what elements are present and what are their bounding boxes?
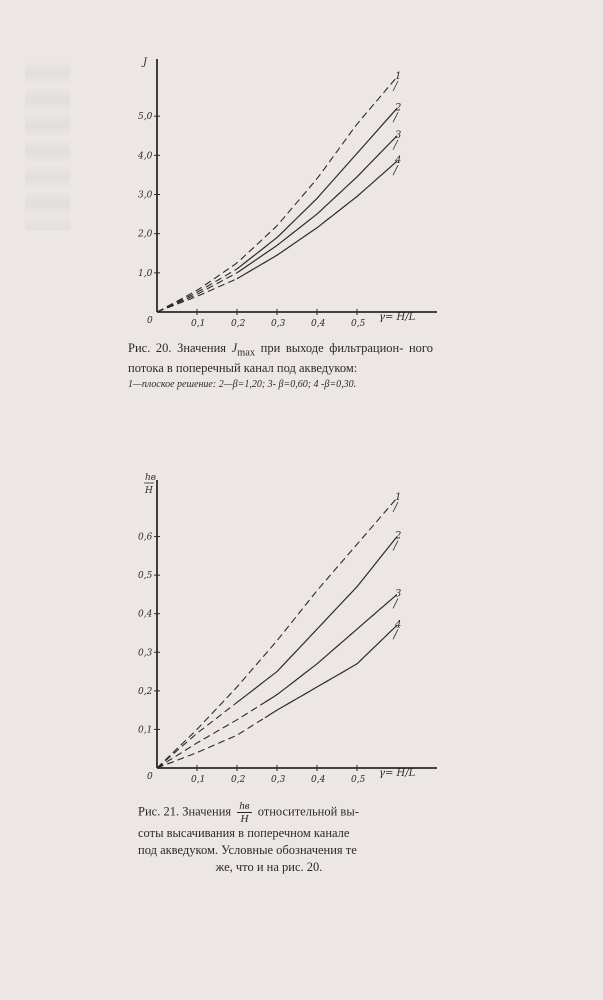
- series-2-leader: [393, 541, 398, 551]
- origin-label: 0: [147, 772, 153, 782]
- y-tick-label-2: 0,2: [138, 686, 153, 697]
- caption-20-prefix: Рис. 20. Значения: [128, 341, 232, 355]
- caption-20-line2: ного потока в поперечный канал под акведуком:: [128, 341, 433, 375]
- caption-21-line3: под акведуком. Условные обозначения те: [138, 843, 357, 857]
- caption-20-symbol-sub: max: [237, 347, 256, 359]
- caption-21-line4: же, что и на рис. 20.: [215, 860, 323, 874]
- x-tick-label-4: 0,4: [311, 319, 326, 329]
- caption-21-prefix: Рис. 21. Значения: [138, 804, 232, 819]
- series-3-leader: [393, 140, 398, 150]
- caption-20-legend: 1—плоское решение: 2—β=1,20; 3- β=0,60; 4 -β=0,30.: [128, 378, 357, 390]
- y-tick-label-6: 0,6: [138, 532, 153, 543]
- figure-20-caption: [128, 341, 433, 392]
- series-4-label: 4: [395, 619, 402, 631]
- x-tick-label-3: 0,3: [271, 775, 286, 785]
- series-1-leader: [393, 81, 398, 91]
- series-3-solid-line: [265, 594, 397, 702]
- caption-20-symbol: J: [231, 341, 238, 355]
- series-2-solid-line: [237, 108, 397, 269]
- series-4-label: 4: [395, 155, 402, 167]
- y-axis-label: J: [143, 57, 148, 68]
- series-3-leader: [393, 598, 398, 608]
- series-2-dashed-segment: [157, 702, 237, 768]
- y-tick-label-2: 2,0: [138, 229, 153, 240]
- x-tick-label-1: 0,1: [191, 319, 206, 329]
- caption-21-frac-den: H: [240, 813, 249, 825]
- series-3-label: 3: [395, 129, 402, 141]
- series-4-leader: [393, 629, 398, 639]
- series-1-label: 1: [395, 492, 402, 503]
- series-4-dashed-segment: [157, 279, 237, 312]
- series-4-solid-line: [265, 625, 397, 717]
- y-tick-label-5: 5,0: [138, 112, 153, 123]
- origin-label: 0: [147, 316, 153, 326]
- y-tick-label-1: 0,1: [138, 725, 153, 736]
- x-tick-label-1: 0,1: [191, 775, 206, 785]
- series-3-label: 3: [395, 588, 402, 600]
- caption-20-line1: при выходе фильтрацион-: [255, 341, 404, 355]
- figure-21-caption: [138, 800, 400, 876]
- caption-21-frac-num: hв: [239, 800, 250, 812]
- series-2-leader: [393, 112, 398, 122]
- series-2-label: 2: [395, 102, 402, 114]
- series-3-dashed-segment: [157, 702, 265, 768]
- series-4-leader: [393, 165, 398, 175]
- x-tick-label-2: 0,2: [231, 319, 246, 329]
- x-tick-label-5: 0,5: [351, 775, 366, 785]
- series-2-solid-line: [237, 537, 397, 703]
- x-axis-label: γ= H/L: [379, 312, 416, 323]
- y-tick-label-3: 0,3: [138, 648, 153, 659]
- x-tick-label-5: 0,5: [351, 319, 366, 329]
- series-1-dashed-line: [157, 498, 397, 768]
- y-tick-label-1: 1,0: [138, 268, 153, 279]
- series-2-label: 2: [395, 530, 402, 542]
- figure-20-chart: [0, 0, 603, 340]
- caption-21-line2: соты высачивания в поперечном канале: [138, 826, 350, 840]
- y-tick-label-4: 0,4: [138, 609, 153, 620]
- y-axis-label-den: H: [145, 486, 153, 496]
- y-tick-label-4: 4,0: [138, 151, 153, 162]
- x-tick-label-3: 0,3: [271, 319, 286, 329]
- x-tick-label-4: 0,4: [311, 775, 326, 785]
- y-tick-label-3: 3,0: [138, 190, 153, 201]
- figure-21-chart: [0, 470, 603, 790]
- series-4-dashed-segment: [157, 718, 265, 768]
- x-axis-label: γ= H/L: [379, 768, 416, 779]
- series-1-dashed-line: [157, 77, 397, 312]
- x-tick-label-2: 0,2: [231, 775, 246, 785]
- caption-21-line1: относительной вы-: [257, 804, 359, 819]
- series-1-leader: [393, 502, 398, 512]
- caption-21-fraction: [237, 800, 251, 825]
- y-axis-label-num: hв: [145, 473, 157, 483]
- series-3-solid-line: [237, 136, 397, 273]
- y-tick-label-5: 0,5: [138, 571, 153, 582]
- series-1-label: 1: [395, 71, 402, 82]
